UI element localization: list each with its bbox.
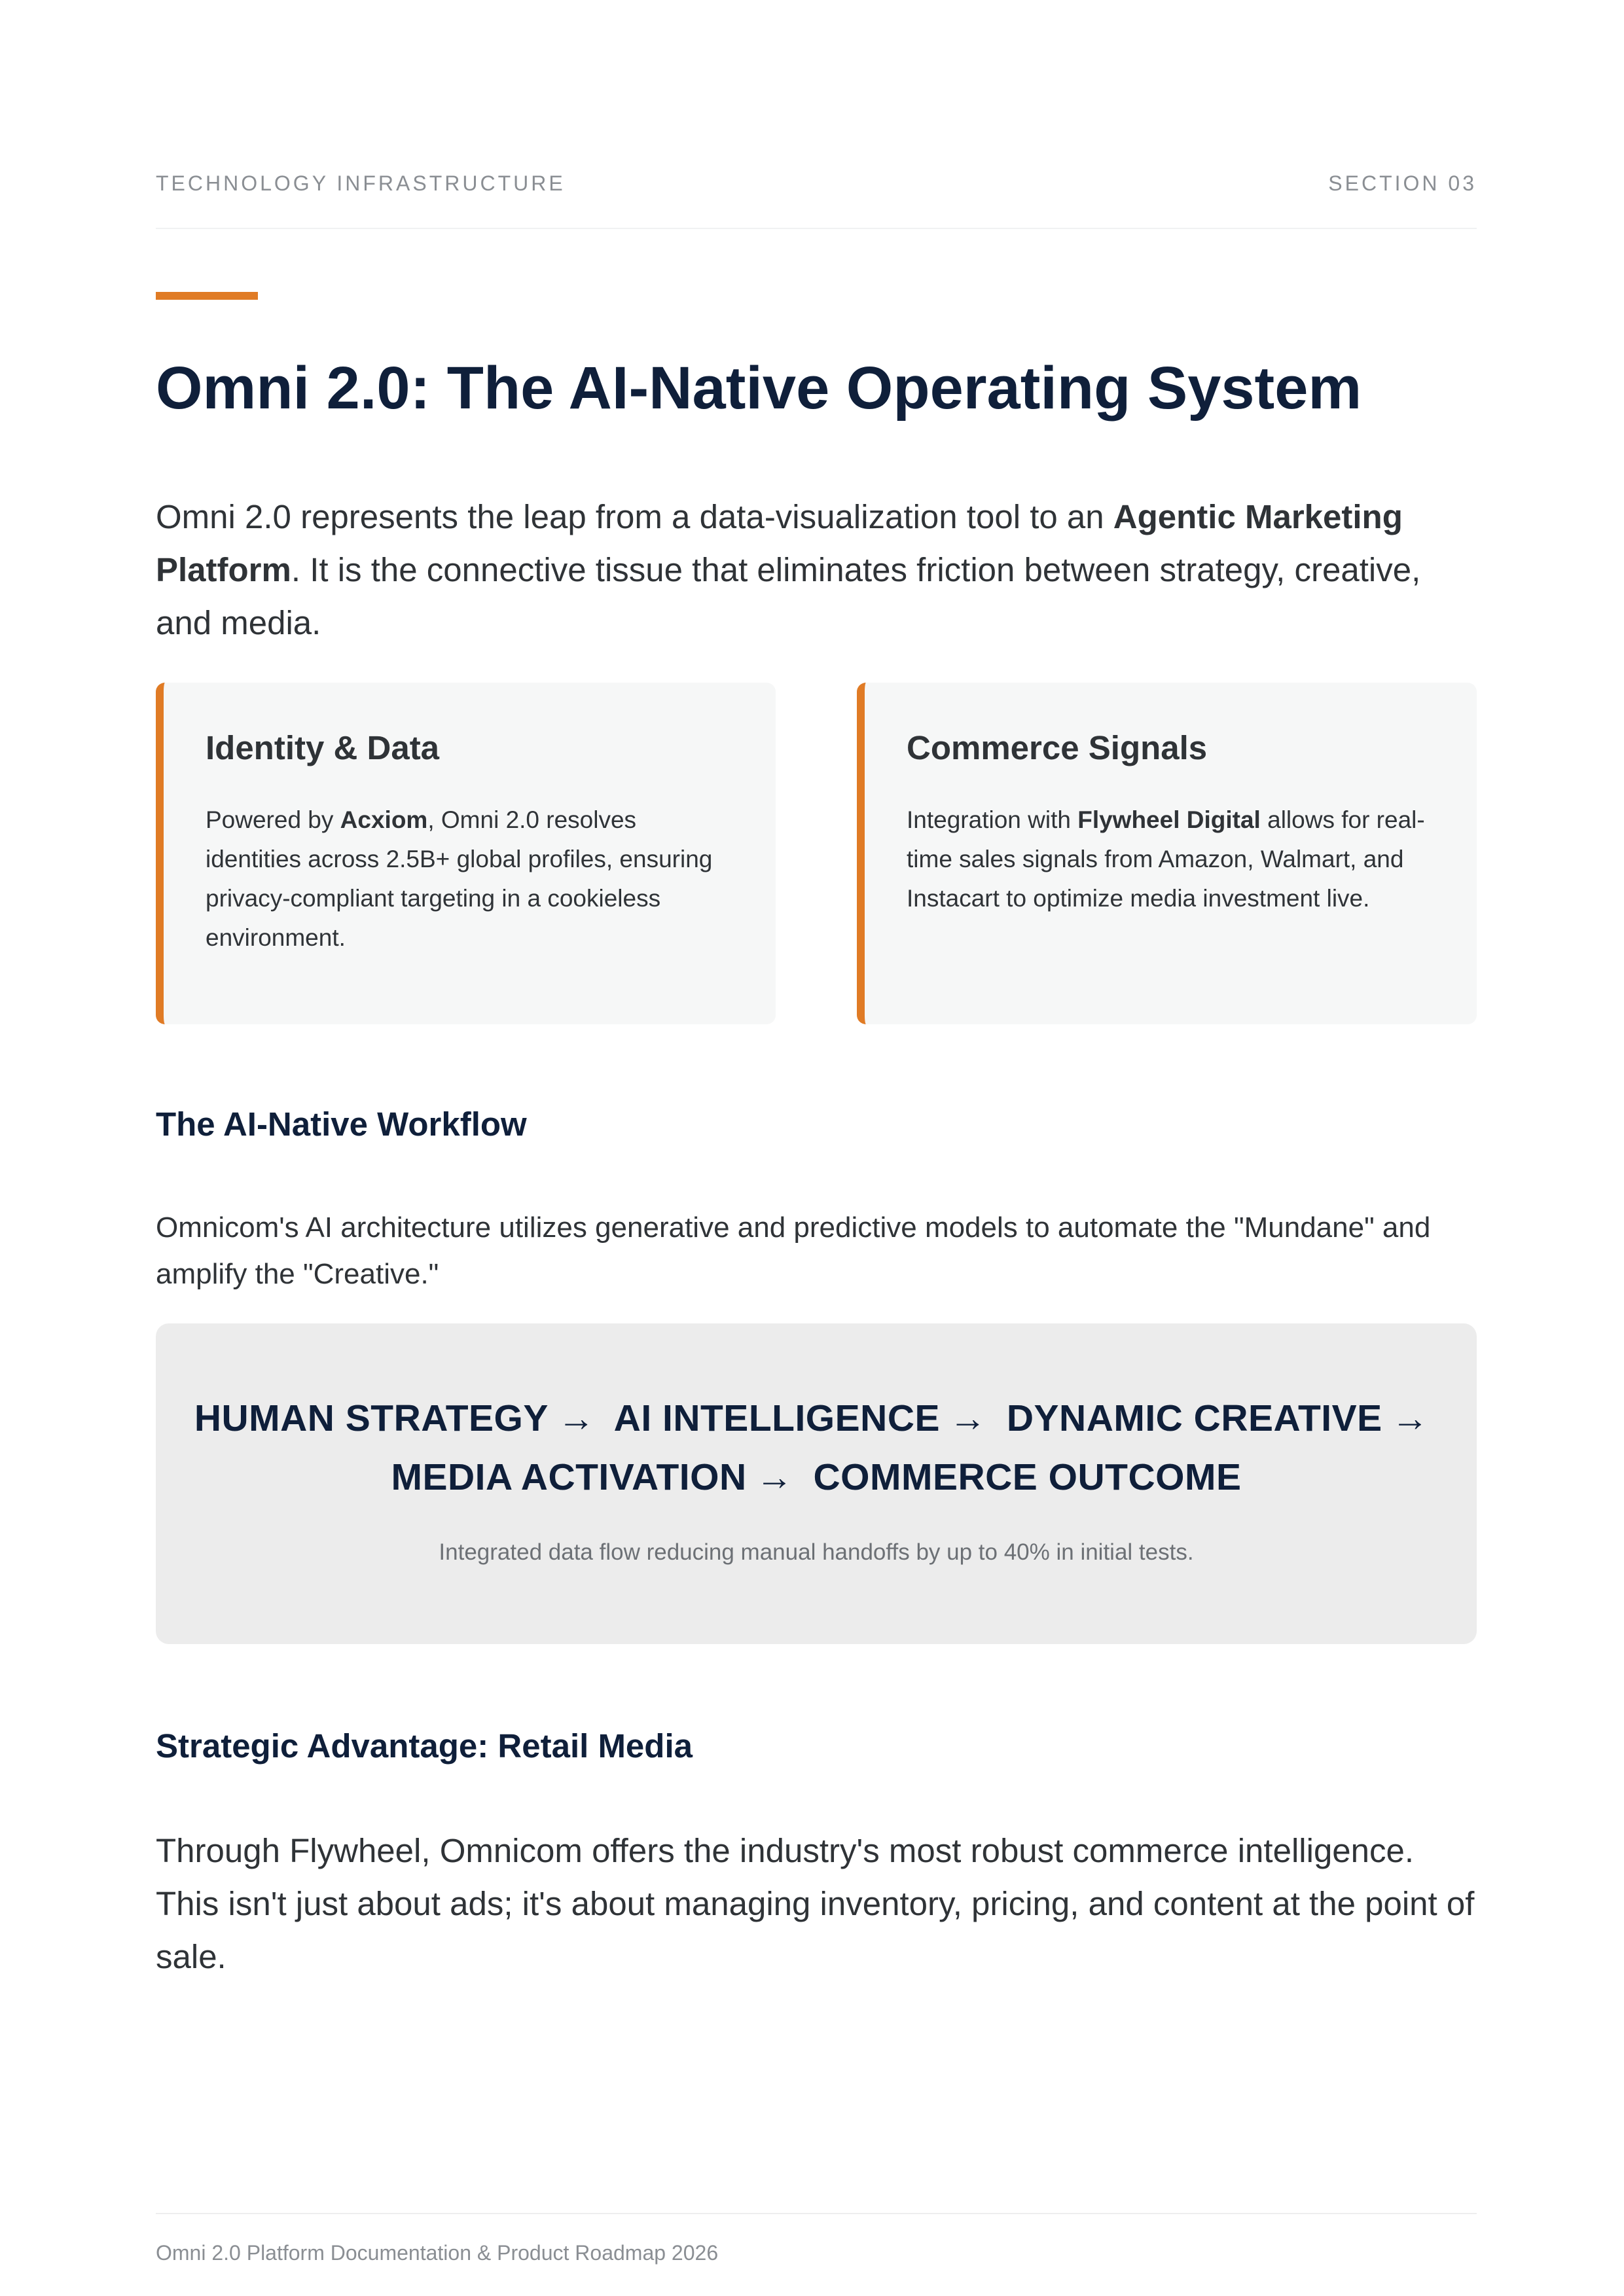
intro-text-before: Omni 2.0 represents the leap from a data-visualization tool to an bbox=[156, 498, 1113, 535]
card-body bbox=[206, 800, 729, 958]
arrow-right-icon: → bbox=[557, 1397, 596, 1439]
card-text-after: allows for real-time sales signals from Amazon, Walmart, and Instacart to optimize media investment live. bbox=[907, 806, 1425, 912]
workflow-step-commerce-outcome: COMMERCE OUTCOME bbox=[813, 1456, 1242, 1498]
workflow-paragraph: Omnicom's AI architecture utilizes generative and predictive models to automate the "Mundane" and amplify the "Creative." bbox=[156, 1211, 1431, 1290]
intro-text-after: . It is the connective tissue that eliminates friction between strategy, creative, and media. bbox=[156, 551, 1421, 641]
intro-bold: Agentic Marketing Platform bbox=[156, 498, 1403, 588]
header-divider bbox=[156, 228, 1477, 229]
card-body bbox=[907, 800, 1430, 918]
workflow-heading: The AI-Native Workflow bbox=[156, 1105, 527, 1143]
page-header bbox=[156, 171, 1477, 196]
workflow-step-media-activation: MEDIA ACTIVATION → bbox=[391, 1456, 794, 1498]
card-title: Commerce Signals bbox=[907, 729, 1208, 766]
workflow-diagram bbox=[156, 1323, 1477, 1644]
page-title: Omni 2.0: The AI-Native Operating System bbox=[156, 355, 1362, 422]
footer-divider bbox=[156, 2213, 1477, 2214]
page-footer: Omni 2.0 Platform Documentation & Product Roadmap 2026 bbox=[156, 2241, 719, 2265]
retail-paragraph: Through Flywheel, Omnicom offers the industry's most robust commerce intelligence. This isn't just about ads; it's about managing inventory, pricing, and content at the point of sale. bbox=[156, 1832, 1475, 1975]
header-section: SECTION 03 bbox=[1328, 171, 1477, 195]
workflow-step-human-strategy: HUMAN STRATEGY → bbox=[194, 1397, 596, 1439]
card-text-before: Integration with bbox=[907, 806, 1078, 833]
workflow-steps bbox=[156, 1389, 1477, 1507]
arrow-right-icon: → bbox=[755, 1456, 794, 1498]
title-accent-bar bbox=[156, 292, 258, 300]
retail-heading: Strategic Advantage: Retail Media bbox=[156, 1727, 693, 1765]
card-bold: Acxiom bbox=[340, 806, 428, 833]
header-category: TECHNOLOGY INFRASTRUCTURE bbox=[156, 171, 566, 195]
arrow-right-icon: → bbox=[1391, 1397, 1430, 1439]
card-title: Identity & Data bbox=[206, 729, 440, 766]
card-identity-data bbox=[156, 683, 776, 1024]
intro-paragraph bbox=[156, 490, 1477, 649]
workflow-step-ai-intelligence: AI INTELLIGENCE → bbox=[613, 1397, 987, 1439]
card-commerce-signals bbox=[857, 683, 1477, 1024]
card-text-before: Powered by bbox=[206, 806, 340, 833]
workflow-step-dynamic-creative: DYNAMIC CREATIVE → bbox=[1006, 1397, 1430, 1439]
arrow-right-icon: → bbox=[949, 1397, 987, 1439]
workflow-caption: Integrated data flow reducing manual handoffs by up to 40% in initial tests. bbox=[439, 1539, 1194, 1565]
card-text-after: , Omni 2.0 resolves identities across 2.5B+ global profiles, ensuring privacy-compliant targeting in a cookieless environment. bbox=[206, 806, 713, 951]
card-bold: Flywheel Digital bbox=[1077, 806, 1261, 833]
